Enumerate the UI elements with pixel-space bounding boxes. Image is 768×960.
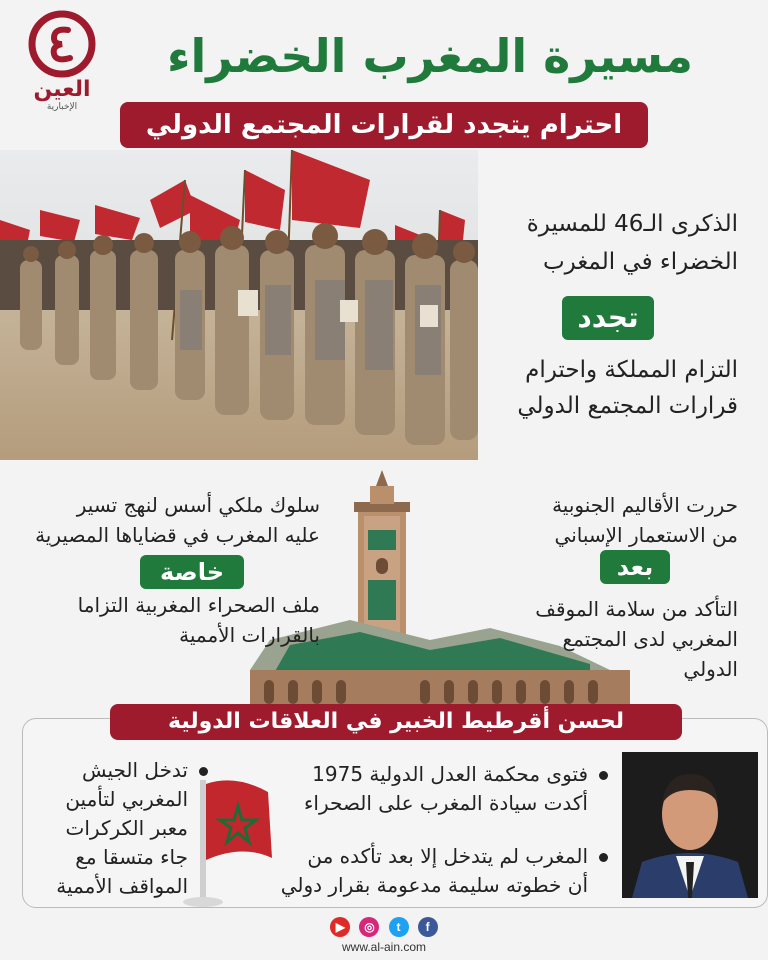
bullet-guerguerat-line-3: معبر الكركرات: [65, 816, 188, 840]
bullet-guerguerat-line-5: المواقف الأممية: [56, 874, 188, 898]
bullet-icj-line-1: فتوى محكمة العدل الدولية 1975: [312, 762, 588, 786]
renew-badge: تجدد: [562, 296, 654, 340]
page-subtitle: احترام يتجدد لقرارات المجتمع الدولي: [120, 102, 648, 148]
bullet-guerguerat-line-1: تدخل الجيش: [81, 758, 188, 782]
march-photo: [0, 150, 478, 460]
position-line-2: المغربي لدى المجتمع: [562, 627, 738, 651]
bullet-guerguerat: [38, 756, 188, 901]
anniversary-line-1: الذكرى الـ46 للمسيرة: [526, 211, 738, 237]
commitment-line-1: التزام المملكة واحترام: [525, 357, 738, 383]
royal-behavior-line-1: سلوك ملكي أسس لنهج تسير: [76, 493, 320, 517]
expert-portrait: [622, 752, 758, 898]
bullet-icj: [258, 760, 588, 818]
brand-logo-icon: [28, 10, 96, 78]
anniversary-line-2: الخضراء في المغرب: [542, 249, 738, 275]
after-badge: بعد: [600, 550, 670, 584]
bullet-intervention-line-1: المغرب لم يتدخل إلا بعد تأكده من: [307, 844, 588, 868]
special-badge: خاصة: [140, 555, 244, 589]
bullet-intervention-line-2: أن خطوته سليمة مدعومة بقرار دولي: [280, 873, 588, 897]
sahara-file-line-2: بالقرارات الأممية: [179, 623, 320, 647]
page-title: مسيرة المغرب الخضراء: [167, 29, 693, 83]
sahara-file-line-1: ملف الصحراء المغربية التزاما: [77, 593, 320, 617]
commitment-line-2: قرارات المجتمع الدولي: [517, 393, 738, 419]
royal-behavior-line-2: عليه المغرب في قضاياها المصيرية: [35, 523, 320, 547]
position-line-1: التأكد من سلامة الموقف: [535, 597, 738, 621]
youtube-icon[interactable]: ▶: [330, 917, 350, 937]
instagram-icon[interactable]: ◎: [359, 917, 379, 937]
bullet-dot: [599, 853, 608, 862]
morocco-flag-icon: [180, 770, 290, 910]
bullet-guerguerat-line-2: المغربي لتأمين: [65, 787, 188, 811]
expert-title: لحسن أقرطيط الخبير في العلاقات الدولية: [110, 704, 682, 740]
bullet-dot: [199, 767, 208, 776]
brand-name: العين: [33, 77, 91, 102]
social-icons: [0, 916, 768, 937]
liberation-line-2: من الاستعمار الإسباني: [554, 523, 738, 547]
brand-subname: الإخبارية: [46, 102, 78, 112]
bullet-guerguerat-line-4: جاء متسقا مع: [75, 845, 188, 869]
position-line-3: الدولي: [683, 657, 738, 681]
facebook-icon[interactable]: f: [418, 917, 438, 937]
bullet-dot: [599, 771, 608, 780]
bullet-intervention: [258, 842, 588, 900]
subtitle-wrap: [0, 102, 768, 148]
liberation-line-1: حررت الأقاليم الجنوبية: [552, 493, 738, 517]
website-url[interactable]: www.al-ain.com: [341, 940, 427, 954]
twitter-icon[interactable]: t: [389, 917, 409, 937]
bullet-icj-line-2: أكدت سيادة المغرب على الصحراء: [304, 791, 588, 815]
brand-logo: [22, 10, 102, 110]
